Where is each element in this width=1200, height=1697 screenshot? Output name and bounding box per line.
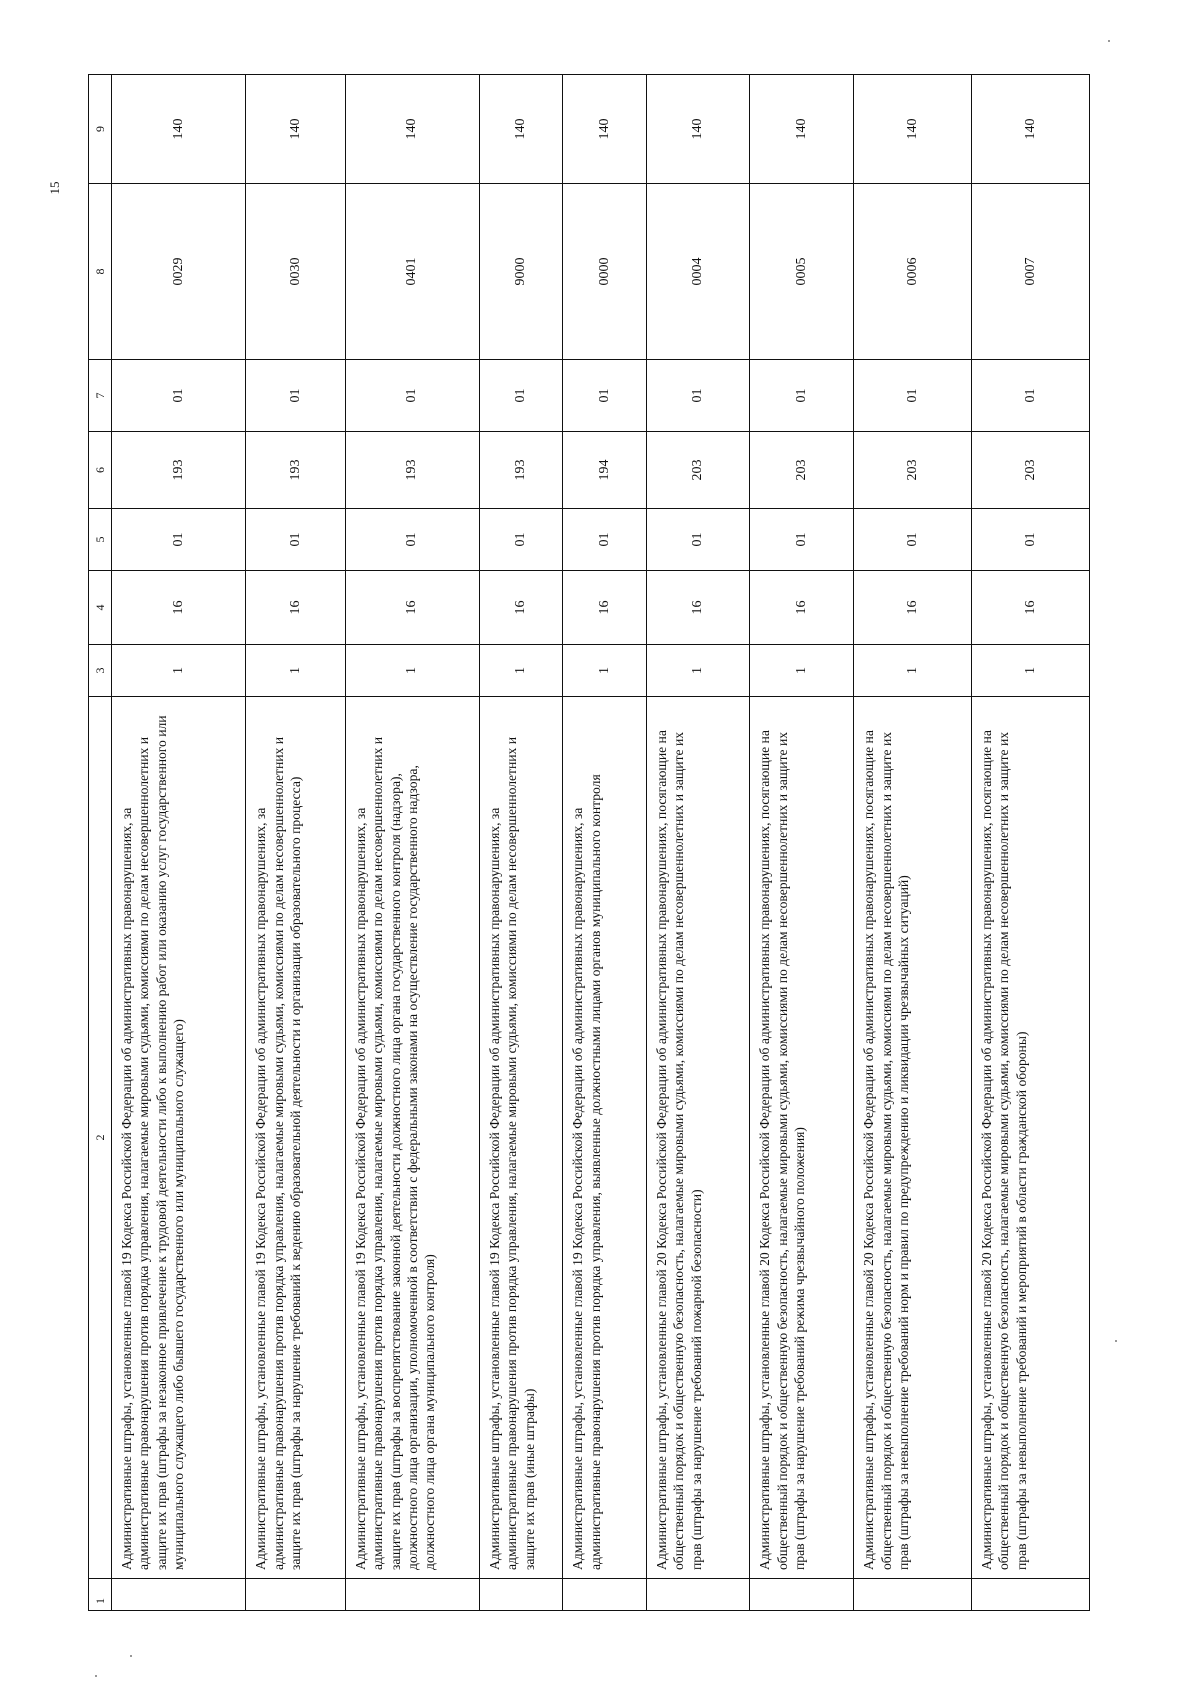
- row-description: Административные штрафы, установленные главой 19 Кодекса Российской Федерации об административных правонарушениях, за административные правонарушения против порядка управления, выявленные должностными лицами органов муниципального контроля: [563, 697, 646, 1579]
- row-cell-col6: 193: [246, 432, 346, 509]
- column-header: 4: [89, 571, 112, 645]
- table-row: [480, 75, 563, 1611]
- column-header: 7: [89, 360, 112, 432]
- row-cell-col5: 01: [750, 509, 854, 571]
- row-cell-col1: [246, 1579, 346, 1611]
- row-cell-col4: 16: [646, 571, 750, 645]
- table-row: [563, 75, 646, 1611]
- row-cell-col5: 01: [112, 509, 246, 571]
- column-header: 9: [89, 75, 112, 184]
- table-row: [646, 75, 750, 1611]
- row-cell-col4: 16: [972, 571, 1090, 645]
- row-cell-col9: 140: [646, 75, 750, 184]
- table-row: [972, 75, 1090, 1611]
- row-cell-col7: 01: [246, 360, 346, 432]
- row-cell-col5: 01: [480, 509, 563, 571]
- row-cell-col8: 9000: [480, 184, 563, 360]
- row-cell-col3: 1: [854, 645, 972, 697]
- column-header: 8: [89, 184, 112, 360]
- row-cell-col6: 203: [750, 432, 854, 509]
- row-cell-col4: 16: [480, 571, 563, 645]
- row-cell-col5: 01: [563, 509, 646, 571]
- row-description: Административные штрафы, установленные главой 19 Кодекса Российской Федерации об административных правонарушениях, за административные правонарушения против порядка управления, налагаемые мировыми судьями, комиссиями по делам несовершеннолетних и защите их прав (штрафы за воспрепятствование законной деятельности должностного лица органа государственного контроля (надзора), должностного лица организации, уполномоченной в соответствии с федеральными законами на осуществление государственного надзора, должностного лица органа муниципального контроля): [345, 697, 479, 1579]
- row-cell-col7: 01: [563, 360, 646, 432]
- row-cell-col4: 16: [563, 571, 646, 645]
- row-cell-col9: 140: [480, 75, 563, 184]
- row-cell-col3: 1: [246, 645, 346, 697]
- row-description: Административные штрафы, установленные главой 19 Кодекса Российской Федерации об административных правонарушениях, за административные правонарушения против порядка управления, налагаемые мировыми судьями, комиссиями по делам несовершеннолетних и защите их прав (штрафы за незаконное привлечение к трудовой деятельности либо к выполнению работ или оказанию услуг государственного или муниципального служащего либо бывшего государственного или муниципального служащего): [112, 697, 246, 1579]
- row-cell-col7: 01: [480, 360, 563, 432]
- row-cell-col8: 0401: [345, 184, 479, 360]
- scan-speck: [1115, 1340, 1117, 1342]
- row-cell-col5: 01: [246, 509, 346, 571]
- row-cell-col6: 203: [646, 432, 750, 509]
- row-cell-col4: 16: [750, 571, 854, 645]
- row-cell-col9: 140: [750, 75, 854, 184]
- row-cell-col3: 1: [972, 645, 1090, 697]
- row-cell-col9: 140: [854, 75, 972, 184]
- row-cell-col9: 140: [563, 75, 646, 184]
- row-cell-col9: 140: [972, 75, 1090, 184]
- row-cell-col4: 16: [854, 571, 972, 645]
- row-cell-col3: 1: [750, 645, 854, 697]
- row-cell-col1: [750, 1579, 854, 1611]
- row-cell-col1: [112, 1579, 246, 1611]
- row-cell-col1: [563, 1579, 646, 1611]
- column-header: 3: [89, 645, 112, 697]
- column-header: 5: [89, 509, 112, 571]
- table-row: [345, 75, 479, 1611]
- row-cell-col6: 193: [112, 432, 246, 509]
- row-description: Административные штрафы, установленные главой 20 Кодекса Российской Федерации об административных правонарушениях, посягающие на общественный порядок и общественную безопасность, налагаемые мировыми судьями, комиссиями по делам несовершеннолетних и защите их прав (штрафы за невыполнение требований норм и правил по предупреждению и ликвидации чрезвычайных ситуаций): [854, 697, 972, 1579]
- column-header: 2: [89, 697, 112, 1579]
- row-cell-col8: 0006: [854, 184, 972, 360]
- row-cell-col5: 01: [854, 509, 972, 571]
- row-cell-col8: 0004: [646, 184, 750, 360]
- row-cell-col3: 1: [480, 645, 563, 697]
- row-cell-col1: [646, 1579, 750, 1611]
- row-cell-col4: 16: [345, 571, 479, 645]
- row-cell-col7: 01: [112, 360, 246, 432]
- scan-speck: [95, 1675, 97, 1677]
- rotated-table-container: [88, 75, 1090, 1611]
- row-cell-col4: 16: [246, 571, 346, 645]
- row-cell-col9: 140: [112, 75, 246, 184]
- row-cell-col8: 0030: [246, 184, 346, 360]
- row-cell-col8: 0005: [750, 184, 854, 360]
- row-cell-col6: 193: [480, 432, 563, 509]
- row-cell-col7: 01: [345, 360, 479, 432]
- column-header: 1: [89, 1579, 112, 1611]
- row-cell-col6: 193: [345, 432, 479, 509]
- row-cell-col8: 0007: [972, 184, 1090, 360]
- table-row: [854, 75, 972, 1611]
- row-cell-col6: 194: [563, 432, 646, 509]
- row-cell-col5: 01: [646, 509, 750, 571]
- row-description: Административные штрафы, установленные главой 20 Кодекса Российской Федерации об административных правонарушениях, посягающие на общественный порядок и общественную безопасность, налагаемые мировыми судьями, комиссиями по делам несовершеннолетних и защите их прав (штрафы за невыполнение требований и мероприятий в области гражданской обороны): [972, 697, 1090, 1579]
- row-cell-col3: 1: [345, 645, 479, 697]
- page-number: 15: [47, 181, 62, 195]
- row-cell-col9: 140: [246, 75, 346, 184]
- column-number-row: [89, 75, 112, 1611]
- scan-speck: [1108, 40, 1110, 42]
- row-cell-col1: [854, 1579, 972, 1611]
- row-cell-col1: [972, 1579, 1090, 1611]
- row-cell-col3: 1: [112, 645, 246, 697]
- row-cell-col5: 01: [345, 509, 479, 571]
- row-cell-col3: 1: [563, 645, 646, 697]
- row-cell-col4: 16: [112, 571, 246, 645]
- row-cell-col9: 140: [345, 75, 479, 184]
- scan-speck: [130, 1655, 132, 1657]
- column-header: 6: [89, 432, 112, 509]
- table-row: [246, 75, 346, 1611]
- row-description: Административные штрафы, установленные главой 19 Кодекса Российской Федерации об административных правонарушениях, за административные правонарушения против порядка управления, налагаемые мировыми судьями, комиссиями по делам несовершеннолетних и защите их прав (иные штрафы): [480, 697, 563, 1579]
- table-row: [112, 75, 246, 1611]
- row-description: Административные штрафы, установленные главой 20 Кодекса Российской Федерации об административных правонарушениях, посягающие на общественный порядок и общественную безопасность, налагаемые мировыми судьями, комиссиями по делам несовершеннолетних и защите их прав (штрафы за нарушение требований пожарной безопасности): [646, 697, 750, 1579]
- row-cell-col7: 01: [750, 360, 854, 432]
- row-cell-col8: 0000: [563, 184, 646, 360]
- row-cell-col5: 01: [972, 509, 1090, 571]
- row-description: Административные штрафы, установленные главой 19 Кодекса Российской Федерации об административных правонарушениях, за административные правонарушения против порядка управления, налагаемые мировыми судьями, комиссиями по делам несовершеннолетних и защите их прав (штрафы за нарушение требований к ведению образовательной деятельности и организации образовательного процесса): [246, 697, 346, 1579]
- row-description: Административные штрафы, установленные главой 20 Кодекса Российской Федерации об административных правонарушениях, посягающие на общественный порядок и общественную безопасность, налагаемые мировыми судьями, комиссиями по делам несовершеннолетних и защите их прав (штрафы за нарушение требований режима чрезвычайного положения): [750, 697, 854, 1579]
- fines-table: [88, 74, 1090, 1611]
- row-cell-col7: 01: [972, 360, 1090, 432]
- row-cell-col7: 01: [854, 360, 972, 432]
- row-cell-col3: 1: [646, 645, 750, 697]
- row-cell-col1: [345, 1579, 479, 1611]
- row-cell-col6: 203: [972, 432, 1090, 509]
- row-cell-col6: 203: [854, 432, 972, 509]
- row-cell-col8: 0029: [112, 184, 246, 360]
- row-cell-col1: [480, 1579, 563, 1611]
- table-row: [750, 75, 854, 1611]
- row-cell-col7: 01: [646, 360, 750, 432]
